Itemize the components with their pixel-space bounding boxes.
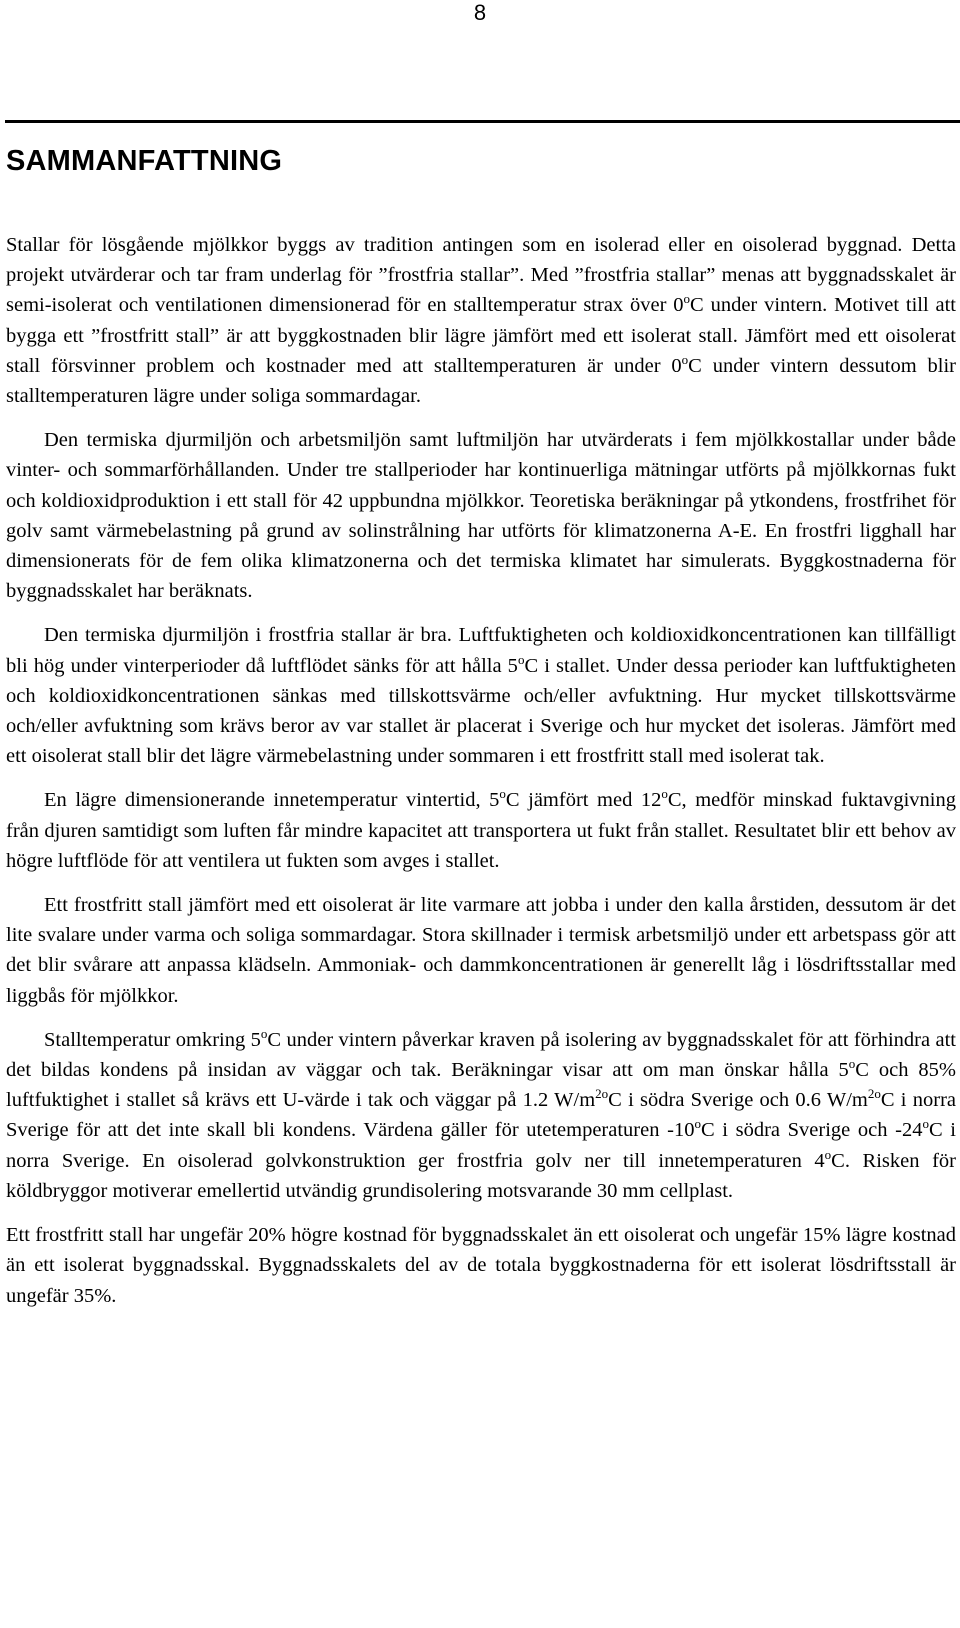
paragraph-text: C i norra Sverige. En oisolerad golvkonstruktion ger frostfria golv ner till innetemperaturen 4 [6, 1119, 956, 1172]
superscript: o [683, 291, 691, 307]
superscript: o [499, 786, 506, 802]
paragraph-text: C. Risken för köldbryggor motiverar emellertid utvändig grundisolering motsvarande 30 mm cellplast. [6, 1149, 956, 1202]
paragraph-text: C jämfört med 12 [505, 789, 662, 812]
superscript: o [661, 786, 668, 802]
paragraph-text: C i stallet. Under dessa perioder kan luftfuktigheten och koldioxidkoncentrationen sänkas med tillskottsvärme och/eller avfuktning. Hur mycket tillskottsvärme och/eller avfuktning som krävs beror av var stallet är placerat i Sverige och hur mycket det isoleras. Jämfört med ett oisolerat stall blir det lägre värmebelastning under sommaren i ett frostfritt stall med isolerat tak. [6, 654, 956, 768]
paragraph-text: C under vintern påverkar kraven på isolering av byggnadsskalet för att förhindra att det bildas kondens på insidan av väggar och tak. Beräkningar visar att om man önskar hålla 5 [6, 1028, 956, 1082]
superscript: o [517, 651, 525, 667]
paragraph-text: C i södra Sverige och 0.6 W/m [608, 1089, 868, 1112]
paragraph [6, 785, 956, 876]
paragraph [6, 425, 956, 606]
paragraph-text: C under vintern. Motivet till att bygga ett ”frostfritt stall” är att byggkostnaden blir lägre jämfört med ett isolerat stall. Jämfört med ett oisolerat stall försvinner problem och kostnader med att stalltemperaturen är under 0 [6, 294, 957, 377]
section-heading: SAMMANFATTNING [6, 145, 283, 177]
paragraph [6, 1220, 956, 1311]
paragraph-text: Den termiska djurmiljön i frostfria stallar är bra. Luftfuktigheten och koldioxidkoncentrationen kan tillfälligt bli hög under vinterperioder då luftflödet sänks för att hålla 5 [6, 624, 956, 677]
paragraph-text: Ett frostfritt stall har ungefär 20% högre kostnad för byggnadsskalet än ett oisolerat och ungefär 15% lägre kostnad än ett isolerat byggnadsskal. Byggnadsskalets del av de totala byggkostnaderna för ett isolerat lösdriftsstall är ungefär 35%. [6, 1224, 956, 1307]
paragraph-text: C och 85% luftfuktighet i stallet så krävs ett U-värde i tak och väggar på 1.2 W/m [6, 1059, 956, 1112]
superscript: o [681, 351, 689, 367]
superscript: 2o [595, 1086, 609, 1102]
superscript: o [694, 1116, 701, 1132]
superscript: 2o [867, 1086, 881, 1102]
paragraph [6, 1025, 956, 1206]
paragraph-text: Stalltemperatur omkring 5 [44, 1028, 261, 1051]
paragraph-text: C under vintern dessutom blir stalltemperaturen lägre under soliga sommardagar. [6, 354, 956, 408]
superscript: o [848, 1056, 856, 1072]
paragraph-text: C i norra Sverige för att det inte skall bli kondens. Värdena gäller för utetemperaturen -10 [6, 1089, 957, 1142]
paragraph [6, 890, 956, 1011]
superscript: o [260, 1025, 268, 1041]
paragraph-text: C i södra Sverige och -24 [700, 1119, 923, 1142]
paragraph [6, 620, 956, 771]
page-number: 8 [473, 0, 487, 25]
header-rule [5, 120, 960, 123]
paragraph [6, 230, 956, 411]
paragraph-text: En lägre dimensionerande innetemperatur vintertid, 5 [44, 789, 500, 812]
summary-body [6, 230, 956, 1325]
superscript: o [824, 1146, 832, 1162]
paragraph-text: Ett frostfritt stall jämfört med ett oisolerat är lite varmare att jobba i under den kalla årstiden, dessutom är det lite svalare under varma och soliga sommardagar. Stora skillnader i termisk arbetsmiljö under ett arbetspass gör att det blir svårare att anpassa klädseln. Ammoniak- och dammkoncentrationen är generellt låg i lösdriftsstallar med liggbås för mjölkkor. [6, 894, 956, 1007]
paragraph-text: Stallar för lösgående mjölkkor byggs av tradition antingen som en isolerad eller en oisolerad byggnad. Detta projekt utvärderar och tar fram underlag för ”frostfria stallar”. Med ”frostfria stallar” menas att byggnadsskalet är semi-isolerat och ventilationen dimensionerad för en stalltemperatur strax över 0 [6, 234, 956, 317]
paragraph-text: Den termiska djurmiljön och arbetsmiljön samt luftmiljön har utvärderats i fem mjölkkostallar under både vinter- och sommarförhållanden. Under tre stallperioder har kontinuerliga mätningar utförts på mjölkkornas fukt och koldioxidproduktion i ett stall för 42 uppbundna mjölkkor. Teoretiska beräkningar på ytkondens, frostfrihet för golv samt värmebelastning på grund av solinstrålning har utförts för klimatzonerna A-E. En frostfri ligghall har dimensionerats för de fem olika klimatzonerna och det termiska klimatet har simulerats. Byggkostnaderna för byggnadsskalet har beräknats. [6, 429, 956, 603]
superscript: o [922, 1116, 929, 1132]
paragraph-text: C, medför minskad fuktavgivning från djuren samtidigt som luften får mindre kapacitet att transportera ut fukt från stallet. Resultatet blir ett behov av högre luftflöde för att ventilera ut fukten som avges i stallet. [6, 789, 956, 872]
